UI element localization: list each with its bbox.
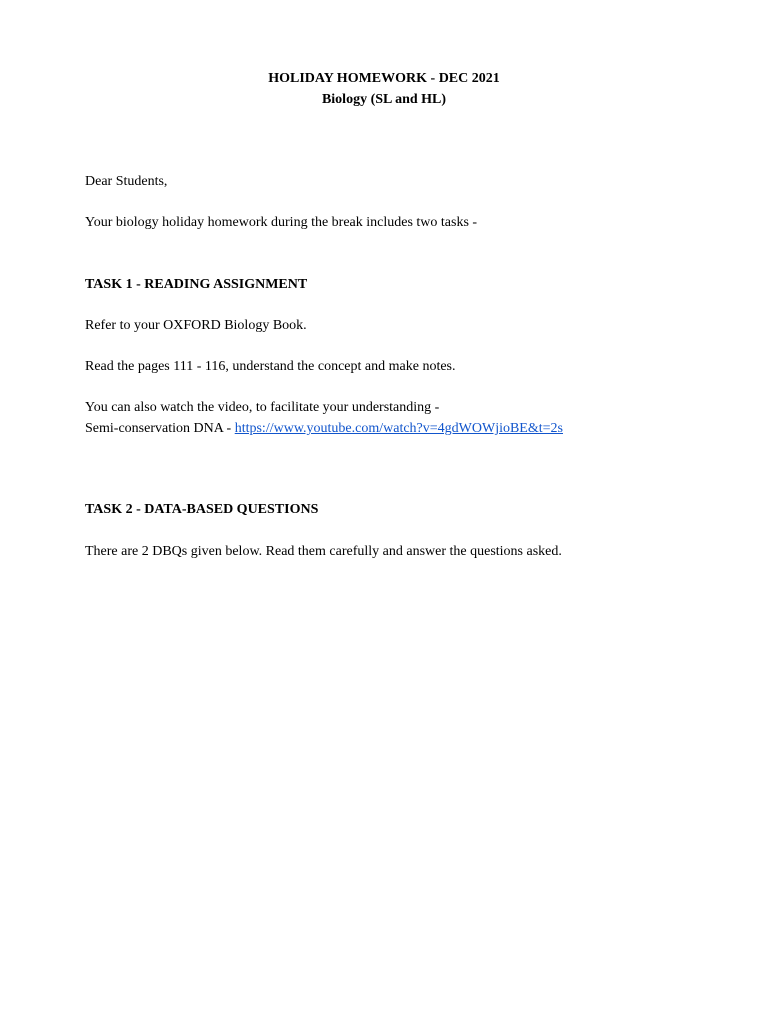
greeting: Dear Students, [85, 174, 168, 189]
intro-paragraph: Your biology holiday homework during the break includes two tasks - [85, 215, 478, 230]
task2-heading: TASK 2 - DATA-BASED QUESTIONS [85, 502, 319, 517]
document-title: HOLIDAY HOMEWORK - DEC 2021 [268, 71, 500, 86]
document-subtitle: Biology (SL and HL) [321, 92, 447, 107]
task1-video-intro: You can also watch the video, to facilitate your understanding - [85, 400, 440, 415]
video-label: Semi-conservation DNA - [85, 421, 235, 436]
task1-book-reference: Refer to your OXFORD Biology Book. [85, 318, 307, 333]
task1-pages-instruction: Read the pages 111 - 116, understand the concept and make notes. [85, 359, 456, 374]
task2-instruction: There are 2 DBQs given below. Read them carefully and answer the questions asked. [85, 544, 562, 559]
youtube-video-link[interactable]: https://www.youtube.com/watch?v=4gdWOWjioBE&t=2s [234, 421, 563, 436]
task1-heading: TASK 1 - READING ASSIGNMENT [85, 277, 308, 292]
task1-video-line [85, 419, 563, 439]
